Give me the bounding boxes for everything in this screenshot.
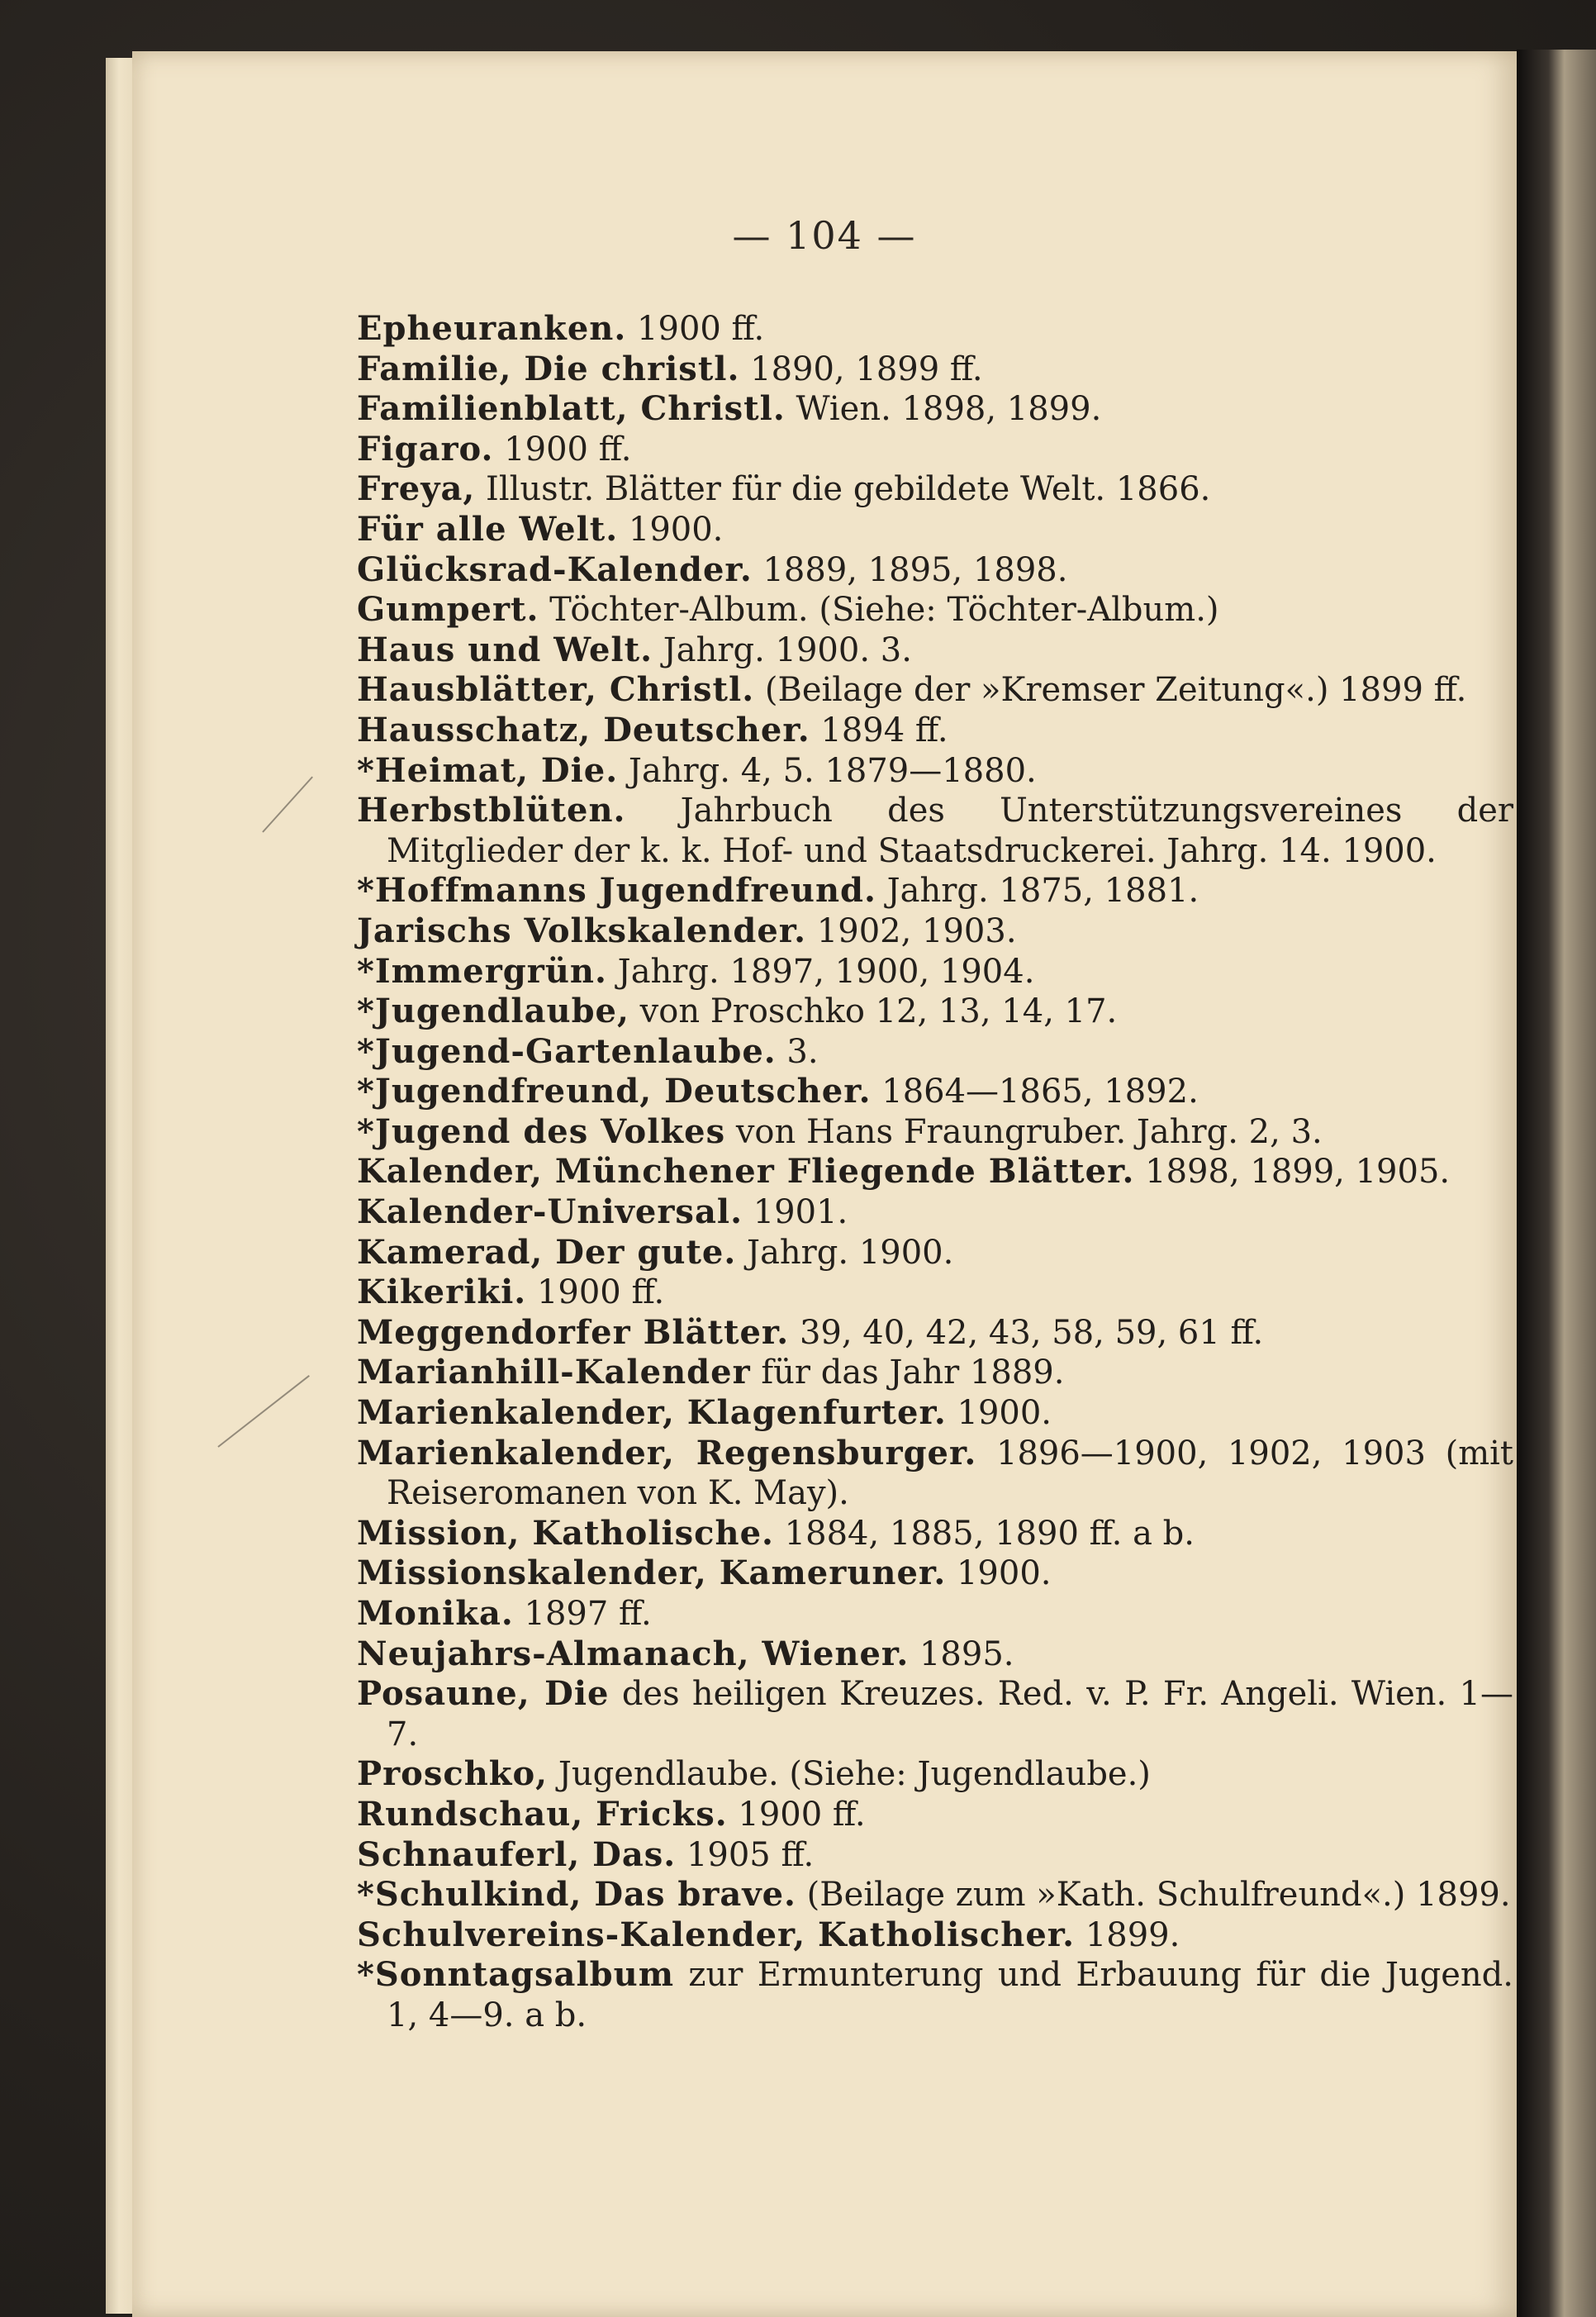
entry-details: 1895. — [909, 1634, 1014, 1673]
list-item — [357, 711, 1513, 751]
list-item — [357, 1754, 1513, 1795]
entry-headword: Meggendorfer Blätter. — [357, 1312, 790, 1352]
list-item — [357, 751, 1513, 792]
entry-details: 1897 ff. — [513, 1595, 652, 1633]
list-item — [357, 1634, 1513, 1675]
entry-headword: Jarischs Volkskalender. — [357, 911, 807, 950]
list-item — [357, 670, 1513, 711]
entry-headword: Kikeriki. — [357, 1273, 527, 1312]
entry-headword: Proschko, — [357, 1754, 549, 1794]
entry-details: (Beilage der »Kremser Zeitung«.) 1899 ff. — [754, 671, 1467, 710]
entry-headword: Neujahrs-Almanach, Wiener. — [357, 1634, 910, 1673]
entry-headword: *Immergrün. — [357, 951, 607, 991]
entry-details: Jahrg. 1897, 1900, 1904. — [606, 952, 1035, 991]
entry-headword: Hausblätter, Christl. — [357, 670, 755, 710]
entry-headword: Für alle Welt. — [357, 509, 619, 549]
periodical-list — [357, 309, 1513, 2036]
list-item — [357, 350, 1513, 390]
entry-headword: Glücksrad-Kalender. — [357, 550, 753, 589]
entry-headword: Rundschau, Fricks. — [357, 1794, 728, 1834]
entry-details: Jahrg. 4, 5. 1879—1880. — [618, 751, 1037, 790]
entry-details: Jugendlaube. (Siehe: Jugendlaube.) — [548, 1755, 1151, 1794]
entry-details: von Hans Fraungruber. Jahrg. 2, 3. — [725, 1112, 1323, 1151]
list-item — [357, 1915, 1513, 1956]
entry-headword: Herbstblüten. — [357, 791, 626, 830]
entry-details: 1900 ff. — [626, 310, 765, 348]
list-item — [357, 1273, 1513, 1313]
book-gutter-shadow — [1517, 50, 1596, 2317]
entry-details: 1898, 1899, 1905. — [1134, 1153, 1451, 1192]
entry-headword: Mission, Katholische. — [357, 1513, 774, 1553]
entry-details: (Beilage zum »Kath. Schulfreund«.) 1899. — [796, 1876, 1511, 1915]
entry-details: Wien. 1898, 1899. — [785, 390, 1102, 429]
list-item — [357, 1192, 1513, 1233]
entry-headword: Kalender-Universal. — [357, 1192, 743, 1232]
entry-details: 1900 ff. — [526, 1273, 665, 1312]
list-item — [357, 1393, 1513, 1434]
entry-headword: *Schulkind, Das brave. — [357, 1875, 796, 1915]
list-item — [357, 1553, 1513, 1594]
list-item — [357, 1674, 1513, 1754]
entry-details: 1900 ff. — [727, 1795, 866, 1834]
list-item — [357, 1434, 1513, 1514]
list-item — [357, 1233, 1513, 1273]
entry-details: 39, 40, 42, 43, 58, 59, 61 ff. — [789, 1313, 1264, 1352]
entry-details: 1901. — [743, 1193, 848, 1232]
entry-details: 1900. — [946, 1394, 1052, 1433]
list-item — [357, 1594, 1513, 1634]
entry-details: des heiligen Kreuzes. Red. v. P. Fr. Angeli. Wien. 1—7. — [387, 1675, 1514, 1753]
entry-details: 1890, 1899 ff. — [739, 350, 983, 388]
list-item — [357, 309, 1513, 350]
pencil-mark — [217, 1375, 310, 1448]
entry-headword: Familienblatt, Christl. — [357, 389, 786, 429]
list-item — [357, 1875, 1513, 1915]
entry-headword: *Hoffmanns Jugendfreund. — [357, 871, 876, 911]
entry-headword: *Sonntagsalbum — [357, 1955, 675, 1995]
entry-headword: Missionskalender, Kameruner. — [357, 1553, 947, 1593]
list-item — [357, 1112, 1513, 1153]
entry-details: 1902, 1903. — [806, 911, 1017, 950]
entry-headword: Freya, — [357, 469, 476, 509]
entry-details: zur Ermunterung und Erbauung für die Jugend. 1, 4—9. a b. — [387, 1956, 1513, 2034]
entry-headword: *Jugendfreund, Deutscher. — [357, 1072, 872, 1111]
entry-headword: Hausschatz, Deutscher. — [357, 710, 810, 749]
entry-headword: *Jugend-Gartenlaube. — [357, 1031, 777, 1071]
entry-headword: Monika. — [357, 1594, 514, 1633]
list-item — [357, 1353, 1513, 1393]
entry-details: 1864—1865, 1892. — [871, 1073, 1199, 1111]
list-item — [357, 630, 1513, 671]
entry-headword: Kalender, Münchener Fliegende Blätter. — [357, 1152, 1135, 1192]
entry-details: Jahrg. 1875, 1881. — [876, 872, 1199, 911]
list-item — [357, 1152, 1513, 1192]
entry-headword: Epheuranken. — [357, 309, 627, 348]
entry-details: Jahrbuch des Unterstützungsvereines der Mitglieder der k. k. Hof- und Staatsdruckerei. Jahrg. 14. 1900. — [387, 792, 1513, 870]
list-item — [357, 550, 1513, 591]
list-item — [357, 430, 1513, 470]
list-item — [357, 911, 1513, 952]
list-item — [357, 1955, 1513, 2035]
entry-headword: Posaune, Die — [357, 1674, 610, 1714]
entry-details: 1896—1900, 1902, 1903 (mit Reiseromanen von K. May). — [387, 1434, 1513, 1513]
list-item — [357, 952, 1513, 992]
entry-details: 1900. — [946, 1554, 1052, 1593]
entry-headword: Marienkalender, Regensburger. — [357, 1433, 977, 1473]
list-item — [357, 871, 1513, 911]
entry-headword: Kamerad, Der gute. — [357, 1232, 737, 1272]
entry-headword: Familie, Die christl. — [357, 349, 740, 388]
entry-headword: Gumpert. — [357, 590, 539, 630]
entry-details: Illustr. Blätter für die gebildete Welt. 1866. — [475, 470, 1211, 509]
entry-details: 1889, 1895, 1898. — [752, 550, 1068, 589]
entry-details: 1900 ff. — [493, 430, 632, 469]
page-number: — 104 — — [732, 213, 917, 258]
entry-headword: Marienkalender, Klagenfurter. — [357, 1393, 947, 1433]
entry-details: 3. — [776, 1032, 819, 1071]
list-item — [357, 992, 1513, 1032]
book-page — [132, 51, 1517, 2317]
list-item — [357, 1032, 1513, 1073]
entry-headword: Figaro. — [357, 429, 494, 469]
entry-details: 1900. — [618, 510, 724, 549]
entry-details: 1884, 1885, 1890 ff. a b. — [773, 1514, 1195, 1553]
list-item — [357, 1313, 1513, 1354]
entry-headword: *Heimat, Die. — [357, 750, 619, 790]
list-item — [357, 389, 1513, 430]
list-item — [357, 590, 1513, 630]
entry-headword: *Jugend des Volkes — [357, 1111, 726, 1151]
entry-details: von Proschko 12, 13, 14, 17. — [629, 992, 1118, 1031]
entry-headword: Schulvereins-Kalender, Katholischer. — [357, 1915, 1076, 1954]
entry-details: Töchter-Album. (Siehe: Töchter-Album.) — [539, 591, 1219, 630]
list-item — [357, 1072, 1513, 1112]
entry-details: 1899. — [1075, 1915, 1180, 1954]
entry-details: Jahrg. 1900. 3. — [653, 630, 912, 669]
entry-headword: Schnauferl, Das. — [357, 1834, 677, 1874]
list-item — [357, 469, 1513, 510]
list-item — [357, 1795, 1513, 1835]
entry-details: für das Jahr 1889. — [750, 1354, 1065, 1392]
list-item — [357, 1835, 1513, 1876]
entry-headword: Marianhill-Kalender — [357, 1353, 751, 1392]
list-item — [357, 510, 1513, 550]
entry-details: 1905 ff. — [676, 1835, 815, 1874]
pencil-mark — [262, 776, 313, 832]
list-item — [357, 791, 1513, 871]
list-item — [357, 1514, 1513, 1554]
entry-headword: Haus und Welt. — [357, 630, 653, 669]
entry-details: Jahrg. 1900. — [736, 1233, 954, 1272]
entry-headword: *Jugendlaube, — [357, 992, 629, 1031]
entry-details: 1894 ff. — [810, 711, 948, 749]
